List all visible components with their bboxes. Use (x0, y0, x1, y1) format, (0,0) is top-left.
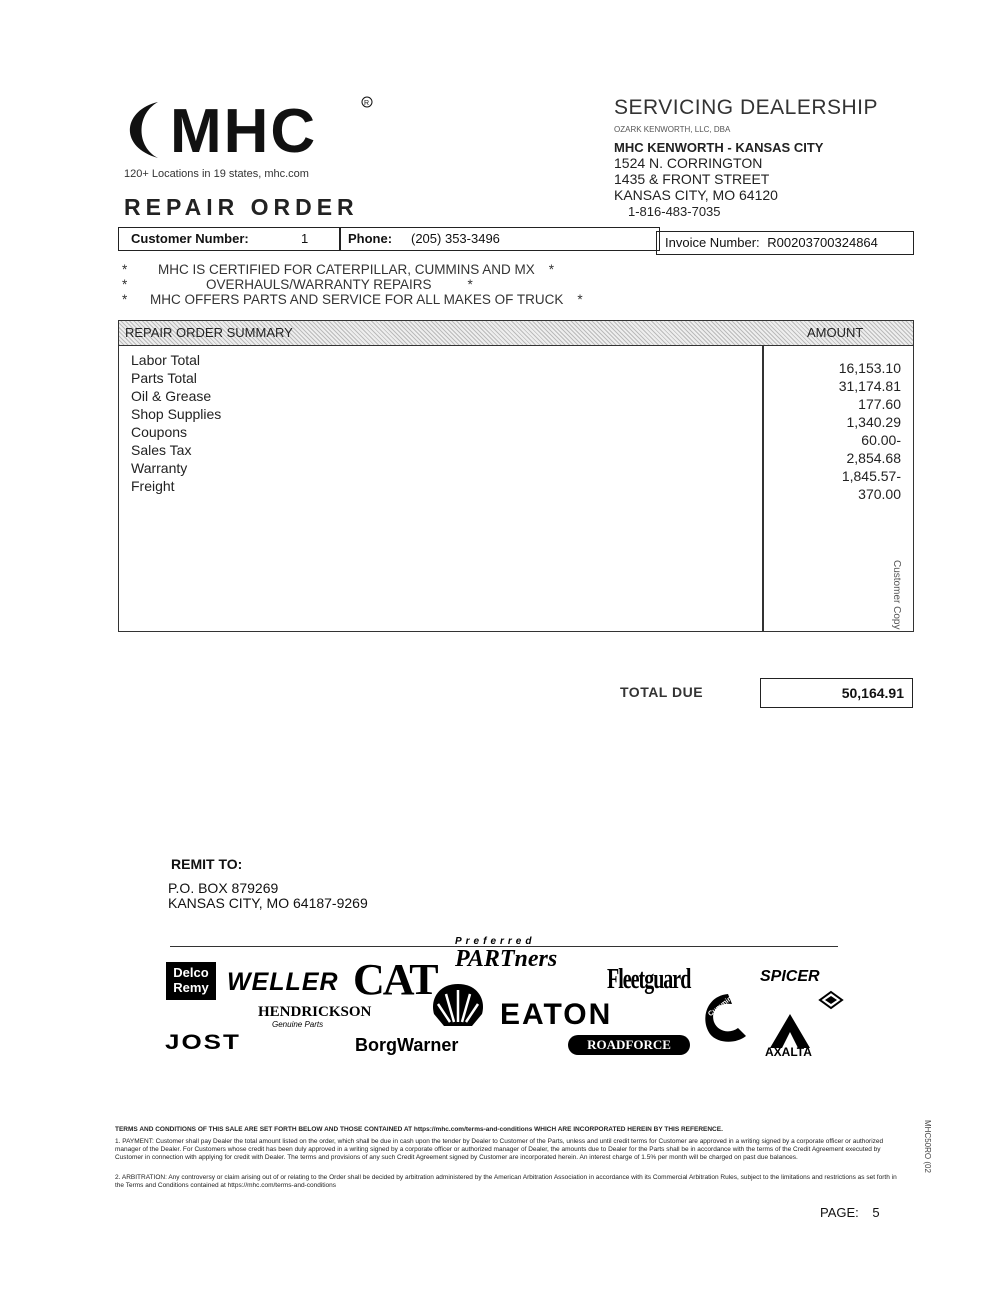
total-due-amount: 50,164.91 (841, 685, 904, 701)
invoice-number: R00203700324864 (767, 235, 878, 250)
hendrickson-subtitle: Genuine Parts (272, 1020, 324, 1029)
preferred-logo-top: Preferred (455, 936, 536, 947)
total-due-box (760, 678, 913, 708)
summary-label: Freight (131, 478, 175, 494)
form-code: MHC50RO (02 (923, 1120, 932, 1173)
cat-logo: CAT (353, 955, 437, 1004)
terms-payment: 1. PAYMENT: Customer shall pay Dealer the total amount listed on the order, which shall be due in cash upon the tender by Dealer to Customer of the Parts, unless and until credit terms for Customer are approved in a writing signed by a corporate officer or authorized manager of the Dealer. For Customers whose credit has been duly approved in a writing signed by a corporate officer or authorized manager of Dealer, the amounts due to Dealer for the Parts shall be in accordance with the terms of the Credit Agreement executed by Customer in connection with applying for credit with Dealer. The terms and provisions of any such Credit Agreement signed by Customer are incorporated herein. An interest charge of 1.5% per month will be charged on past due balances. (115, 1138, 884, 1161)
remit-line-1: P.O. BOX 879269 (168, 880, 279, 896)
dealer-city-state-zip: KANSAS CITY, MO 64120 (614, 187, 778, 203)
jost-logo: JOST (165, 1030, 241, 1054)
summary-amount: 1,340.29 (846, 414, 901, 430)
notice-line-2: * OVERHAULS/WARRANTY REPAIRS * (122, 277, 473, 292)
partners-logo: PARTners (455, 946, 558, 972)
hendrickson-logo: HENDRICKSON (258, 1004, 372, 1020)
summary-label: Warranty (131, 460, 188, 476)
customer-number: 1 (301, 231, 309, 246)
svg-text:R: R (364, 100, 370, 107)
terms-arbitration: 2. ARBITRATION: Any controversy or claim arising out of or relating to the Order shall be decided by arbitration administered by the American Arbitration Association in accordance with its Commercial Arbitration Rules, subject to the limitations and restrictions as set forth in the Terms and Conditions contained at https://mhc.com/terms-and-conditions (115, 1174, 897, 1189)
spicer-diamond-icon (818, 990, 844, 1010)
borgwarner-logo: BorgWarner (355, 1035, 459, 1055)
remit-label: REMIT TO: (171, 856, 243, 872)
invoice-number-label: Invoice Number: (665, 235, 760, 250)
dealer-name: MHC KENWORTH - KANSAS CITY (614, 140, 824, 155)
svg-text:MHC: MHC (170, 97, 318, 166)
dealer-address2: 1435 & FRONT STREET (614, 171, 770, 187)
customer-copy-note: Customer Copy (891, 560, 902, 630)
amount-heading: AMOUNT (807, 325, 864, 340)
invoice-number-box (656, 231, 914, 255)
cummins-logo: Cummins (707, 992, 737, 1019)
fleetguard-logo: Fleetguard (607, 964, 691, 995)
summary-header (119, 321, 913, 346)
total-due-label: TOTAL DUE (620, 684, 704, 700)
summary-amount: 370.00 (858, 486, 901, 502)
summary-amount: 177.60 (858, 396, 901, 412)
phone-label: Phone: (348, 231, 393, 246)
eaton-logo: EATON (500, 998, 613, 1031)
summary-label: Coupons (131, 424, 188, 440)
spicer-logo: SPICER (760, 968, 820, 985)
summary-heading: REPAIR ORDER SUMMARY (125, 325, 293, 340)
axalta-logo: AXALTA (765, 1045, 812, 1059)
page-number: 5 (872, 1205, 880, 1220)
dealer-address1: 1524 N. CORRINGTON (614, 155, 763, 171)
weller-logo: WELLER (227, 968, 339, 996)
roadforce-logo: ROADFORCE (568, 1035, 690, 1055)
customer-number-label: Customer Number: (131, 231, 249, 246)
repair-order-summary (118, 320, 914, 632)
dealer-phone: 1-816-483-7035 (628, 204, 721, 219)
summary-label: Parts Total (131, 370, 197, 386)
page-indicator (820, 1205, 880, 1220)
customer-info-row (118, 227, 660, 251)
dealer-heading: SERVICING DEALERSHIP (614, 96, 879, 119)
summary-label: Labor Total (131, 352, 201, 368)
summary-label: Sales Tax (131, 442, 192, 458)
remit-line-2: KANSAS CITY, MO 64187-9269 (168, 895, 368, 911)
summary-amount: 16,153.10 (838, 360, 901, 376)
shell-icon (428, 980, 488, 1030)
mhc-logo (118, 92, 378, 167)
summary-amount: 60.00- (861, 432, 901, 448)
notice-line-1: * MHC IS CERTIFIED FOR CATERPILLAR, CUMMINS AND MX * (122, 262, 555, 277)
summary-label: Oil & Grease (131, 388, 212, 404)
dealer-dba: OZARK KENWORTH, LLC, DBA (614, 125, 731, 134)
summary-label: Shop Supplies (131, 406, 222, 422)
tagline: 120+ Locations in 19 states, mhc.com (124, 168, 309, 180)
customer-phone: (205) 353-3496 (411, 231, 500, 246)
summary-amount: 2,854.68 (846, 450, 901, 466)
summary-amount: 31,174.81 (838, 378, 901, 394)
terms-intro: TERMS AND CONDITIONS OF THIS SALE ARE SET FORTH BELOW AND THOSE CONTAINED AT https://mhc.com/terms-and-conditions WHICH ARE INCORPORATED HEREIN BY THIS REFERENCE. (115, 1126, 723, 1133)
delco-remy-logo: Delco Remy (166, 962, 216, 1000)
document-title: REPAIR ORDER (124, 194, 359, 220)
axalta-icon (768, 1014, 812, 1048)
notice-line-3: * MHC OFFERS PARTS AND SERVICE FOR ALL MAKES OF TRUCK * (122, 292, 583, 307)
page-label: PAGE: (820, 1205, 859, 1220)
summary-amount: 1,845.57- (841, 468, 901, 484)
